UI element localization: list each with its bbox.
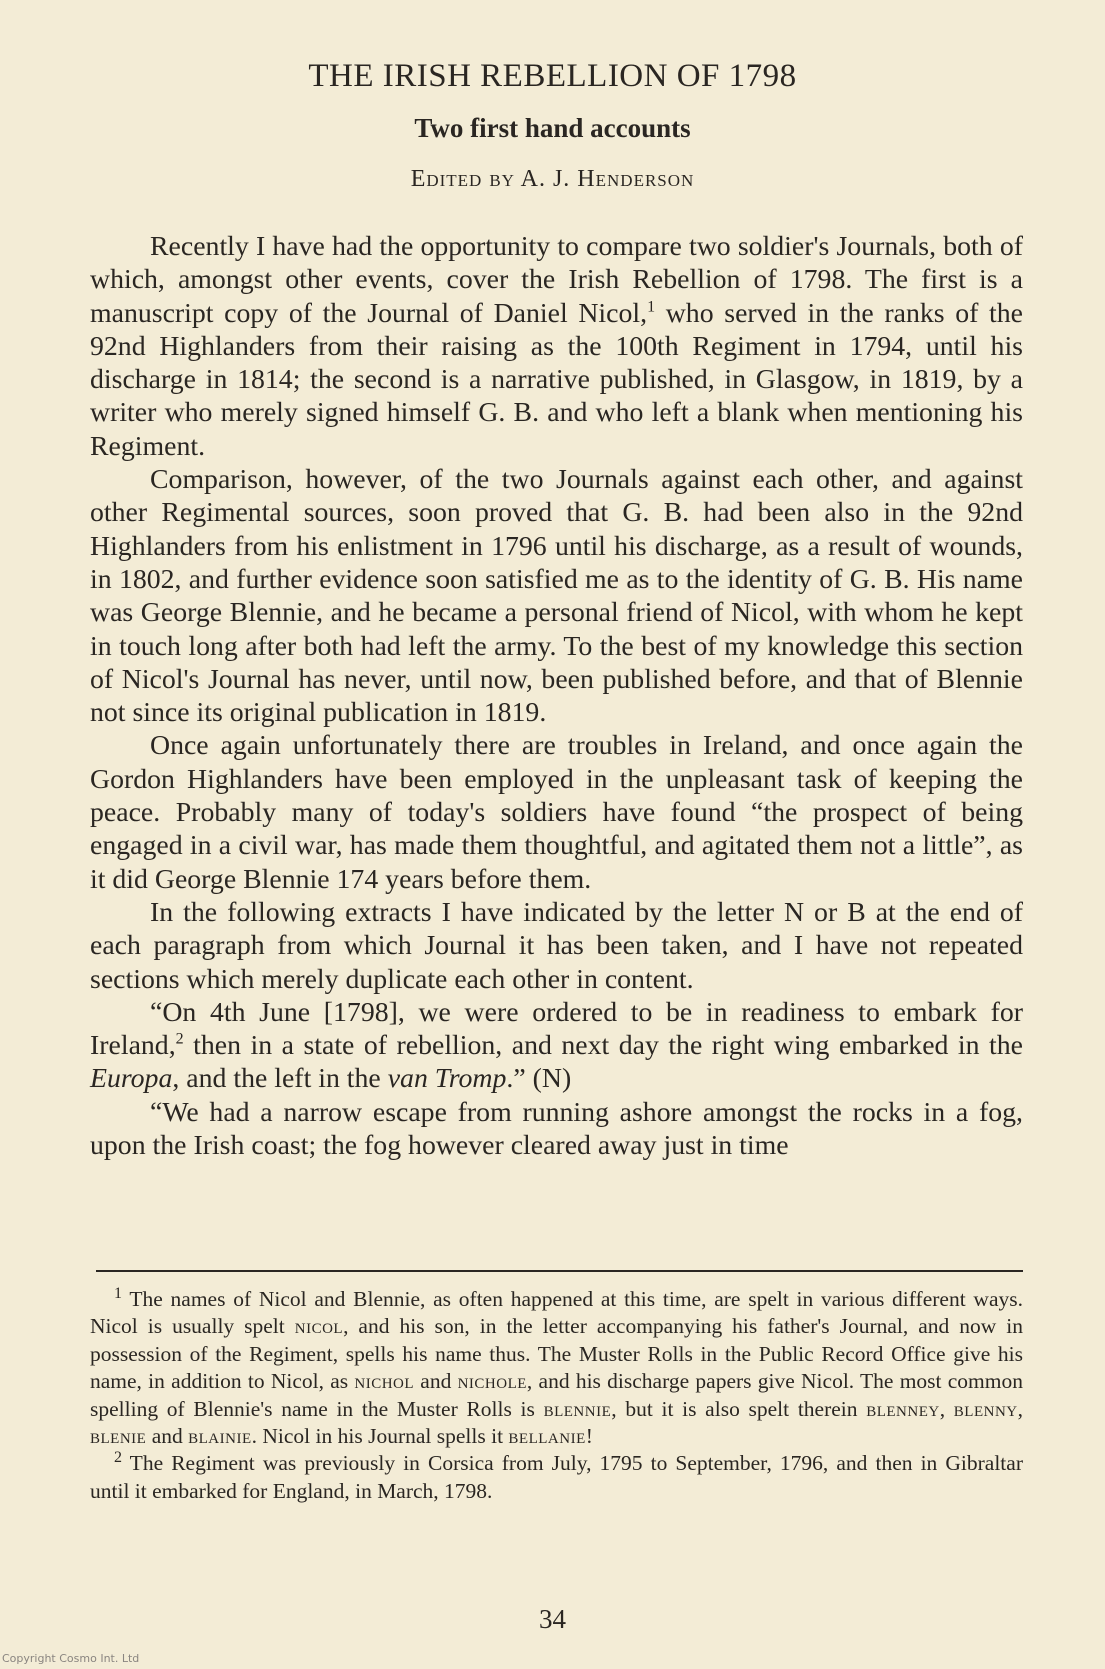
ship-name-van-tromp: van Tromp xyxy=(387,1063,507,1095)
paragraph-6: “We had a narrow escape from running ashore amongst the rocks in a fog, upon the Irish coast; the fog however cleared away just in time xyxy=(90,1096,1023,1162)
footnote-2: $^2$ The Regiment was previously in Corsica from July, 1795 to September, 1796, and then in Gibraltar until it embarked for England, in March, 1798. xyxy=(90,1449,1023,1503)
footnote-divider xyxy=(96,1270,1023,1272)
paragraph-2: Comparison, however, of the two Journals against each other, and against other Regimental sources, soon proved that G. B. had been also in the 92nd Highlanders from his enlistment in 1796 until his discharge, as a result of wounds, in 1802, and further evidence soon satisfied me as to the identity of G. B. His name was George Blennie, and he became a personal friend of Nicol, with whom he kept in touch long after both had left the army. To the best of my knowledge this section of Nicol's Journal has never, until now, been published before, and that of Blennie not since its original publication in 1819. xyxy=(90,464,1023,729)
page-number: 34 xyxy=(539,1604,566,1634)
footnotes xyxy=(90,1286,1023,1505)
footnote-1: $^1$ The names of Nicol and Blennie, as often happened at this time, are spelt in various different ways. Nicol is usually spelt nicol, and his son, in the letter accompanying his father's Journal, and now in possession of the Regiment, spells his name thus. The Muster Rolls in the Public Record Office give his name, in addition to Nicol, as nichol and nichole, and his discharge papers give Nicol. The most common spelling of Blennie's name in the Muster Rolls is blennie, but it is also spelt therein blenney, blenny, blenie and blainie. Nicol in his Journal spells it bellanie! xyxy=(90,1284,1023,1449)
copyright-notice: Copyright Cosmo Int. Ltd xyxy=(2,1652,140,1665)
paragraph-3: Once again unfortunately there are troubles in Ireland, and once again the Gordon Highlanders have been employed in the unpleasant task of keeping the peace. Probably many of today's soldiers have found “the prospect of being engaged in a civil war, has made them thoughtful, and agitated them not a little”, as it did George Blennie 174 years before them. xyxy=(90,730,1023,895)
paragraph-4: In the following extracts I have indicated by the letter N or B at the end of each paragraph from which Journal it has been taken, and I have not repeated sections which merely duplicate each other in content. xyxy=(90,896,1023,995)
footnote-ref-2: 2 xyxy=(175,1030,184,1048)
paragraph-1: Recently I have had the opportunity to compare two soldier's Journals, both of which, amongst other events, cover the Irish Rebellion of 1798. The first is a manuscript copy of the Journal of Daniel Nicol,$^1$ who served in the ranks of the 92nd Highlanders from their raising as the 100th Regiment in 1794, until his discharge in 1814; the second is a narrative published, in Glasgow, in 1819, by a writer who merely signed himself G. B. and who left a blank when mentioning his Regiment. xyxy=(90,231,1023,462)
paragraph-5: “On 4th June [1798], we were ordered to be in readiness to embark for Ireland,$^2$ then in a state of rebellion, and next day the right wing embarked in the Europa, and the left in the van Tromp.” (N) xyxy=(90,996,1023,1095)
article-body xyxy=(90,230,1023,1162)
article-subtitle: Two first hand accounts xyxy=(414,113,691,143)
editor-byline: Edited by A. J. Henderson xyxy=(410,166,695,192)
ship-name-europa: Europa xyxy=(90,1063,173,1095)
article-title: THE IRISH REBELLION OF 1798 xyxy=(308,58,797,94)
footnote-ref-1: 1 xyxy=(647,298,656,316)
